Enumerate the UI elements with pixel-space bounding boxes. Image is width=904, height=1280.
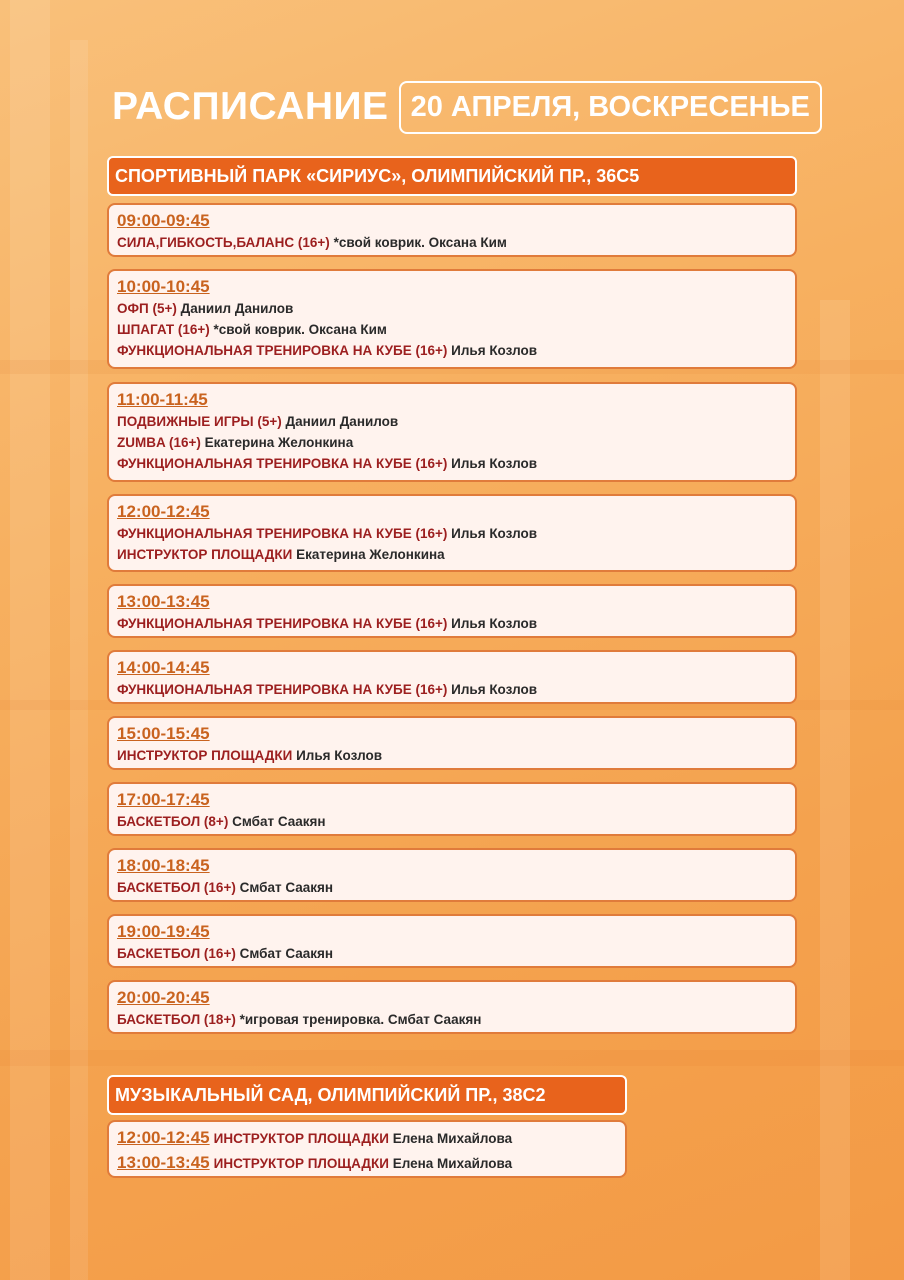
slot-item [117, 453, 787, 474]
schedule-slot [107, 494, 797, 572]
slot-time: 09:00-09:45 [117, 211, 210, 230]
page-title: РАСПИСАНИЕ [112, 85, 389, 128]
slot-item [117, 1151, 617, 1176]
activity-name: ФУНКЦИОНАЛЬНАЯ ТРЕНИРОВКА НА КУБЕ (16+) [117, 526, 448, 541]
slot-item [117, 523, 787, 544]
page-header [112, 80, 822, 134]
slot-time: 18:00-18:45 [117, 856, 210, 875]
slot-item [117, 1126, 617, 1151]
activity-detail: Елена Михайлова [388, 1156, 513, 1171]
venue-title-music-garden: МУЗЫКАЛЬНЫЙ САД, ОЛИМПИЙСКИЙ ПР., 38С2 [107, 1075, 627, 1115]
activity-name: ИНСТРУКТОР ПЛОЩАДКИ [117, 547, 293, 562]
activity-name: СИЛА,ГИБКОСТЬ,БАЛАНС (16+) [117, 235, 330, 250]
slot-item [117, 298, 787, 319]
activity-name: БАСКЕТБОЛ (16+) [117, 880, 236, 895]
venue-title-sirius: СПОРТИВНЫЙ ПАРК «СИРИУС», ОЛИМПИЙСКИЙ ПР., 36С5 [107, 156, 797, 196]
slot-time: 14:00-14:45 [117, 658, 210, 677]
slot-time: 15:00-15:45 [117, 724, 210, 743]
slot-item [117, 745, 787, 766]
slot-item [117, 613, 787, 634]
schedule-slot [107, 782, 797, 836]
activity-detail: Илья Козлов [447, 343, 538, 358]
activity-name: БАСКЕТБОЛ (8+) [117, 814, 229, 829]
activity-name: ОФП (5+) [117, 301, 177, 316]
schedule-slot [107, 203, 797, 257]
slot-item [117, 319, 787, 340]
activity-detail: Елена Михайлова [388, 1131, 513, 1146]
activity-name: ZUMBA (16+) [117, 435, 201, 450]
slot-item [117, 232, 787, 253]
activity-name: ИНСТРУКТОР ПЛОЩАДКИ [213, 1156, 389, 1171]
slot-time: 19:00-19:45 [117, 922, 210, 941]
schedule-slot [107, 650, 797, 704]
slot-time: 12:00-12:45 [117, 1128, 210, 1147]
slot-time: 12:00-12:45 [117, 502, 210, 521]
activity-detail: Екатерина Желонкина [200, 435, 354, 450]
schedule-slot [107, 980, 797, 1034]
slot-item [117, 411, 787, 432]
activity-detail: Смбат Саакян [235, 946, 334, 961]
slot-time: 17:00-17:45 [117, 790, 210, 809]
activity-detail: *свой коврик. Оксана Ким [209, 322, 387, 337]
activity-name: ИНСТРУКТОР ПЛОЩАДКИ [213, 1131, 389, 1146]
slot-time: 10:00-10:45 [117, 277, 210, 296]
activity-detail: Даниил Данилов [176, 301, 294, 316]
activity-name: ИНСТРУКТОР ПЛОЩАДКИ [117, 748, 293, 763]
slot-item [117, 679, 787, 700]
schedule-slot [107, 716, 797, 770]
slot-time: 20:00-20:45 [117, 988, 210, 1007]
activity-detail: Илья Козлов [292, 748, 383, 763]
activity-detail: *свой коврик. Оксана Ким [329, 235, 507, 250]
activity-detail: Смбат Саакян [228, 814, 326, 829]
schedule-slot [107, 1120, 627, 1178]
slot-time: 13:00-13:45 [117, 592, 210, 611]
schedule-slot [107, 848, 797, 902]
activity-name: БАСКЕТБОЛ (18+) [117, 1012, 236, 1027]
activity-name: БАСКЕТБОЛ (16+) [117, 946, 236, 961]
activity-detail: Илья Козлов [447, 616, 538, 631]
slot-item [117, 340, 787, 361]
slot-item [117, 544, 787, 565]
slot-item [117, 432, 787, 453]
activity-name: ШПАГАТ (16+) [117, 322, 210, 337]
activity-detail: Илья Козлов [447, 456, 538, 471]
activity-detail: Смбат Саакян [235, 880, 334, 895]
slot-item [117, 811, 787, 832]
activity-detail: Илья Козлов [447, 526, 538, 541]
activity-name: ФУНКЦИОНАЛЬНАЯ ТРЕНИРОВКА НА КУБЕ (16+) [117, 616, 448, 631]
slot-item [117, 1009, 787, 1030]
schedule-slot [107, 382, 797, 482]
activity-name: ФУНКЦИОНАЛЬНАЯ ТРЕНИРОВКА НА КУБЕ (16+) [117, 682, 448, 697]
activity-detail: Екатерина Желонкина [292, 547, 445, 562]
slot-item [117, 877, 787, 898]
slot-item [117, 943, 787, 964]
activity-detail: Даниил Данилов [281, 414, 399, 429]
activity-detail: Илья Козлов [447, 682, 538, 697]
activity-name: ФУНКЦИОНАЛЬНАЯ ТРЕНИРОВКА НА КУБЕ (16+) [117, 343, 448, 358]
date-badge: 20 АПРЕЛЯ, ВОСКРЕСЕНЬЕ [399, 81, 822, 134]
slot-time: 11:00-11:45 [117, 390, 208, 409]
schedule-slot [107, 584, 797, 638]
activity-name: ФУНКЦИОНАЛЬНАЯ ТРЕНИРОВКА НА КУБЕ (16+) [117, 456, 448, 471]
slot-time: 13:00-13:45 [117, 1153, 210, 1172]
schedule-slot [107, 269, 797, 369]
activity-name: ПОДВИЖНЫЕ ИГРЫ (5+) [117, 414, 282, 429]
schedule-slot [107, 914, 797, 968]
activity-detail: *игровая тренировка. Смбат Саакян [235, 1012, 482, 1027]
